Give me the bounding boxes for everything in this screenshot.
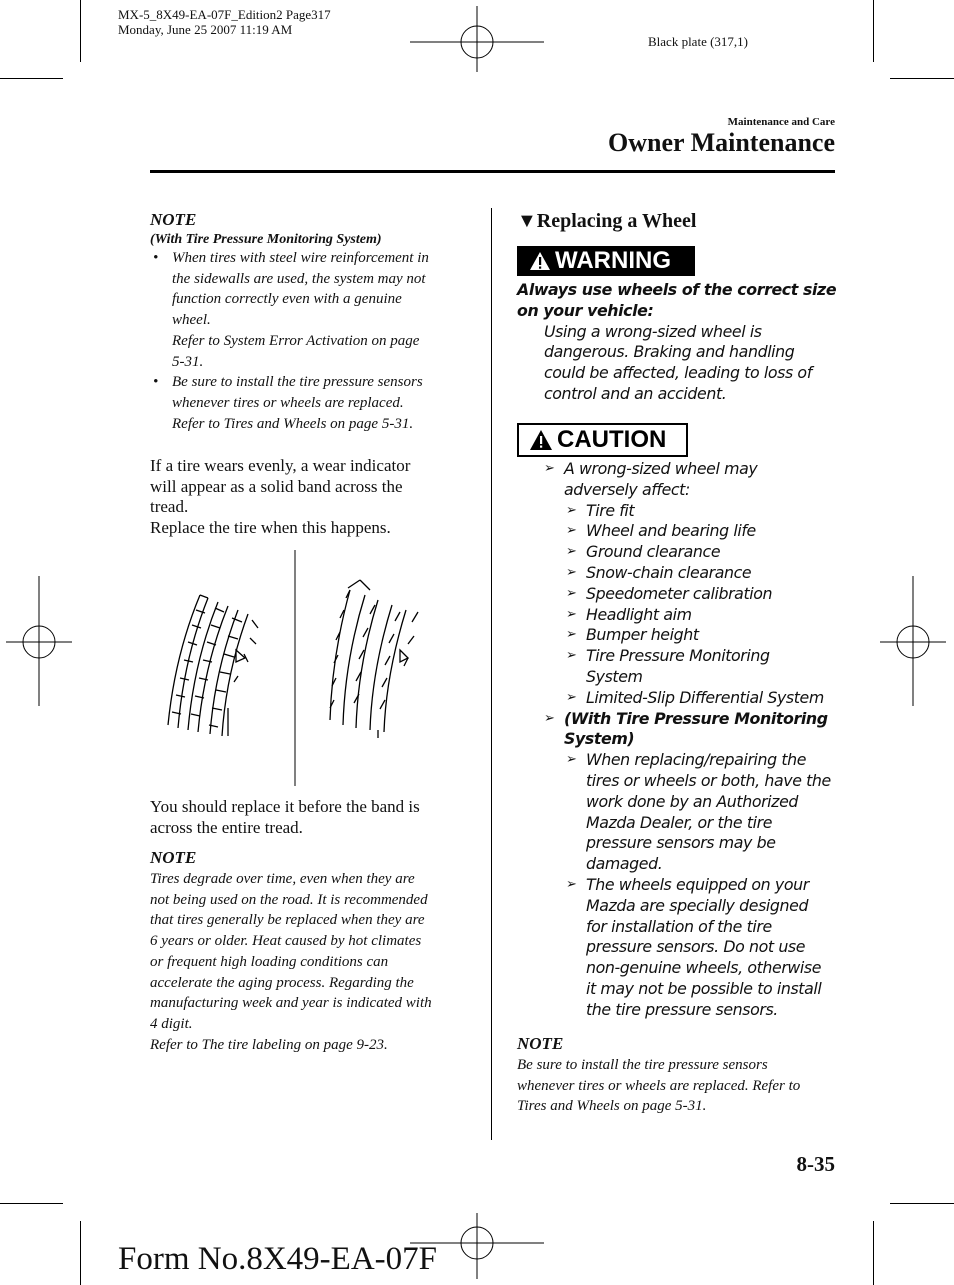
caution-subitem: ➢ Speedometer calibration	[566, 583, 773, 603]
arrow-bullet-icon: ➢	[566, 752, 577, 768]
tire-wear-illustration	[160, 550, 450, 786]
arrow-bullet-icon: ➢	[544, 710, 555, 726]
caution-label: CAUTION	[557, 426, 667, 453]
arrow-bullet-icon: ➢	[566, 544, 577, 560]
registration-mark-right	[880, 576, 946, 706]
arrow-bullet-icon: ➢	[566, 627, 577, 643]
bullet-icon: •	[153, 374, 159, 391]
note-bullet: • Be sure to install the tire pressure sensors whenever tires or wheels are replaced. Refer to Tires and Wheels on page 5-31.	[153, 374, 423, 432]
warning-label: WARNING	[555, 247, 671, 274]
caution-subitem: ➢ Snow-chain clearance	[566, 562, 752, 582]
warning-badge	[517, 246, 695, 276]
caution-subitem: ➢ Wheel and bearing life	[566, 521, 756, 541]
caution-subitems	[566, 750, 839, 1020]
caution-subitems	[566, 500, 839, 709]
arrow-bullet-icon: ➢	[566, 523, 577, 539]
caution-subitem: ➢ Limited-Slip Differential System	[566, 687, 824, 707]
note-bullets	[150, 248, 480, 434]
warning-content	[517, 280, 837, 405]
caution-item: ➢ A wrong-sized wheel may adversely affect:	[544, 459, 758, 499]
caution-subitem: ➢ Tire Pressure Monitoring System	[566, 646, 770, 686]
caution-item: ➢ (With Tire Pressure Monitoring System)	[544, 708, 828, 749]
form-number: Form No.8X49-EA-07F	[118, 1241, 437, 1277]
note-heading: NOTE	[150, 210, 197, 229]
header-rule	[150, 170, 835, 173]
arrow-bullet-icon: ➢	[566, 689, 577, 705]
note-text: Tires degrade over time, even when they are not being used on the road. It is recommended that tires generally be replaced when they are 6 years or older. Heat caused by hot climates or frequent high loading conditions can accelerate the aging process. Regarding the manufacturing week and year is indicated with 4 digit. Refer to The tire labeling on page 9-23.	[150, 871, 432, 1053]
arrow-bullet-icon: ➢	[566, 564, 577, 580]
left-column	[150, 210, 480, 434]
plate-label: Black plate (317,1)	[648, 34, 748, 49]
arrow-bullet-icon: ➢	[566, 648, 577, 664]
caution-subitem: ➢ Headlight aim	[566, 604, 692, 624]
page-number: 8-35	[796, 1152, 835, 1176]
caution-badge	[517, 423, 688, 457]
arrow-bullet-icon: ➢	[566, 585, 577, 601]
triangle-down-icon: ▼	[517, 210, 537, 232]
arrow-bullet-icon: ➢	[566, 502, 577, 518]
section-title: Replacing a Wheel	[536, 210, 697, 232]
arrow-bullet-icon: ➢	[566, 606, 577, 622]
caution-subitem: ➢ Tire fit	[566, 500, 635, 520]
note-heading: NOTE	[150, 848, 197, 867]
note-bullet: • When tires with steel wire reinforcement in the sidewalls are used, the system may not function correctly even with a genuine wheel. Refer to System Error Activation on page 5-31.	[153, 250, 429, 370]
caution-subitem: ➢ The wheels equipped on your Mazda are specially designed for installation of the tire pressure sensors. Do not use non-genuine wheels, otherwise it may not be possible to install the tire pressure sensors.	[566, 874, 822, 1019]
bullet-icon: •	[153, 250, 159, 266]
exclamation-triangle-icon	[529, 429, 553, 451]
wear-indicator-paragraph: If a tire wears evenly, a wear indicator will appear as a solid band across the tread. Replace the tire when this happens.	[150, 456, 411, 538]
warning-lead: Always use wheels of the correct size on your vehicle:	[517, 280, 837, 320]
section-heading	[517, 210, 696, 233]
caution-content	[544, 459, 839, 1021]
warning-text: Using a wrong-sized wheel is dangerous. Braking and handling could be affected, leading to loss of control and an accident.	[544, 321, 812, 403]
arrow-bullet-icon: ➢	[544, 461, 555, 476]
registration-mark-top	[410, 6, 544, 72]
print-date-line: Monday, June 25 2007 11:19 AM	[118, 22, 293, 37]
note-sensors	[517, 1034, 847, 1117]
note-text: Be sure to install the tire pressure sensors whenever tires or wheels are replaced. Refer to Tires and Wheels on page 5-31.	[517, 1057, 801, 1115]
caution-subitem: ➢ Ground clearance	[566, 542, 721, 562]
registration-mark-left	[6, 576, 72, 706]
caution-subitem: ➢ Bumper height	[566, 625, 699, 645]
column-divider	[491, 208, 492, 1140]
note-aging	[150, 848, 480, 1055]
page-title: Owner Maintenance	[608, 128, 835, 157]
note-heading: NOTE	[517, 1034, 564, 1053]
section-label: Maintenance and Care	[727, 116, 835, 128]
print-file-line: MX-5_8X49-EA-07F_Edition2 Page317	[118, 7, 331, 22]
note-subheading: (With Tire Pressure Monitoring System)	[150, 232, 382, 247]
exclamation-triangle-icon	[529, 251, 551, 271]
replace-paragraph: You should replace it before the band is across the entire tread.	[150, 797, 420, 837]
caution-subitem: ➢ When replacing/repairing the tires or wheels or both, have the work done by an Authorized Mazda Dealer, or the tire pressure sensors may be damaged.	[566, 750, 831, 874]
arrow-bullet-icon: ➢	[566, 876, 577, 892]
